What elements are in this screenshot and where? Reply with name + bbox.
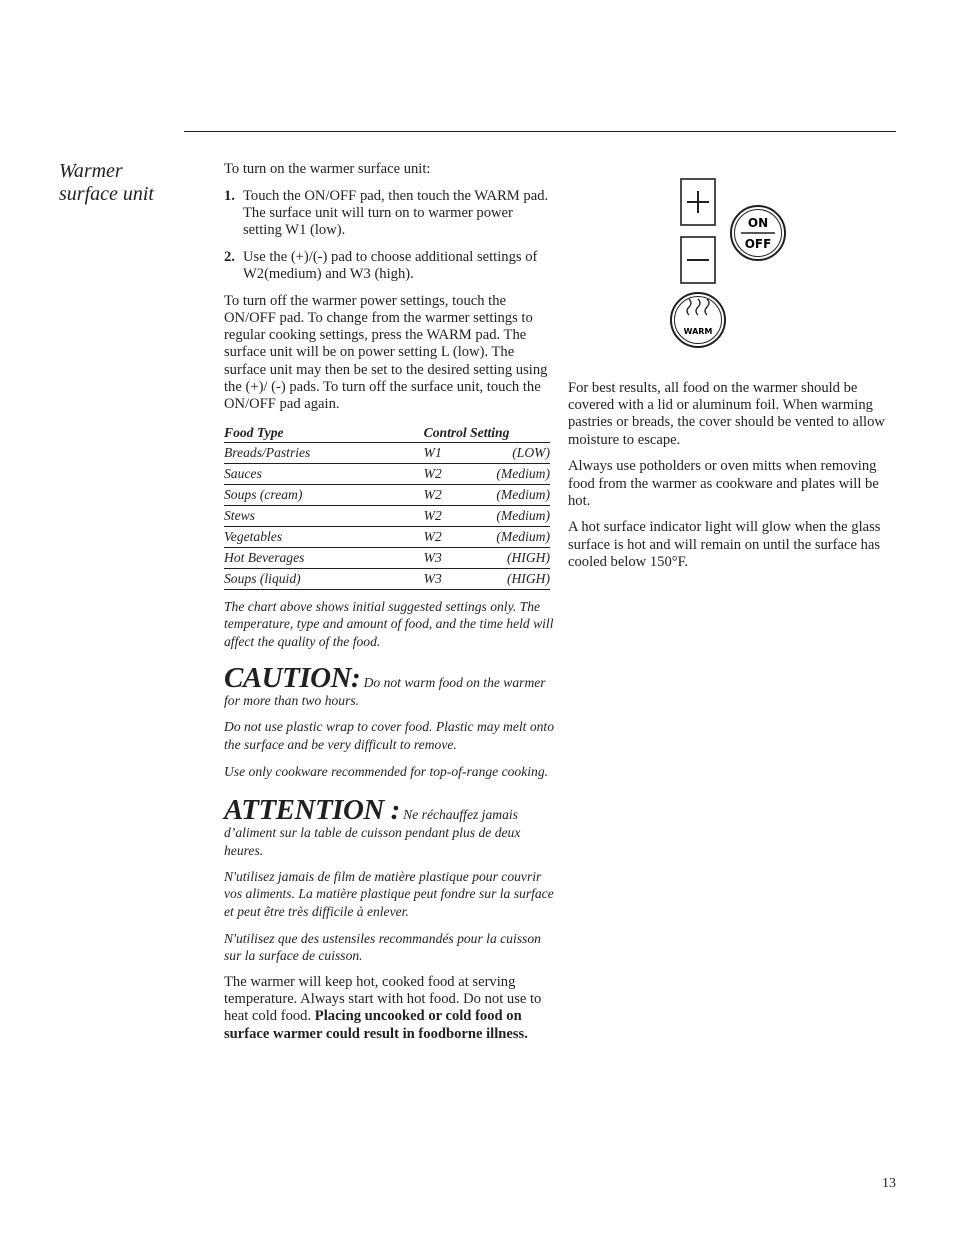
step-item: 2. Use the (+)/(-) pad to choose additional settings of W2(medium) and W3 (high). (224, 248, 538, 283)
plus-icon (681, 179, 715, 225)
keep-hot-text: The warmer will keep hot, cooked food at serving temperature. Always start with hot food. Do not use to heat cold food. Placing uncooked or cold food on surface warmer could result in foodborne illness. (224, 974, 542, 1042)
food-type-cell: Vegetables (224, 526, 424, 547)
setting-level-cell: (LOW) (464, 442, 550, 463)
table-row (224, 442, 550, 463)
food-type-cell: Breads/Pastries (224, 442, 424, 463)
page-number: 13 (882, 1176, 896, 1191)
table-row (224, 547, 550, 568)
setting-code-cell: W3 (424, 547, 464, 568)
food-type-cell: Sauces (224, 463, 424, 484)
setting-code-cell: W2 (424, 505, 464, 526)
section-title: Warmer surface unit (59, 160, 154, 205)
setting-code-cell: W2 (424, 463, 464, 484)
setting-level-cell: (Medium) (464, 526, 550, 547)
minus-icon (681, 237, 715, 283)
setting-code-cell: W1 (424, 442, 464, 463)
svg-text:WARM: WARM (683, 327, 713, 336)
turn-off-text: To turn off the warmer power settings, touch the ON/OFF pad. To change from the warmer settings to regular cooking settings, press the WARM pad. The surface unit will be on power setting L (low). The surface unit may then be set to the desired setting using the (+)/ (-) pads. To turn off the surface unit, touch the ON/OFF pad again. (224, 292, 548, 412)
caution-block: CAUTION: Do not warm food on the warmer for more than two hours. Do not use plastic wrap to cover food. Plastic may melt onto the surface and be very difficult to remove. Use only cookware recommended for top-of-range cooking. (224, 662, 554, 779)
chart-note: The chart above shows initial suggested settings only. The temperature, type and amount of food, and the time held will affect the quality of the food. (224, 598, 554, 649)
food-settings-table (224, 423, 550, 590)
on-off-icon (731, 206, 785, 260)
header-rule (184, 131, 896, 132)
step-item: 1. Touch the ON/OFF pad, then touch the WARM pad. The surface unit will turn on to warmer power setting W1 (low). (224, 187, 549, 239)
setting-level-cell: (Medium) (464, 463, 550, 484)
table-row (224, 526, 550, 547)
warm-icon (671, 293, 725, 347)
attention-label: ATTENTION : (224, 794, 400, 827)
steps-list (224, 188, 554, 284)
setting-level-cell: (HIGH) (464, 547, 550, 568)
main-column (224, 161, 554, 1052)
right-para: For best results, all food on the warmer should be covered with a lid or aluminum foil. When warming pastries or breads, the cover should be vented to allow moisture to escape. (568, 380, 885, 448)
setting-level-cell: (HIGH) (464, 568, 550, 589)
svg-text:ON: ON (747, 216, 769, 230)
right-column (568, 380, 898, 581)
food-type-cell: Soups (liquid) (224, 568, 424, 589)
setting-code-cell: W2 (424, 484, 464, 505)
setting-code-cell: W2 (424, 526, 464, 547)
table-row (224, 484, 550, 505)
table-row (224, 568, 550, 589)
setting-code-cell: W3 (424, 568, 464, 589)
table-row (224, 505, 550, 526)
intro-text: To turn on the warmer surface unit: (224, 161, 431, 177)
svg-text:OFF: OFF (744, 237, 772, 251)
setting-level-cell: (Medium) (464, 484, 550, 505)
caution-label: CAUTION: (224, 662, 361, 695)
control-pad-diagram (665, 175, 795, 355)
table-row (224, 463, 550, 484)
food-type-cell: Hot Beverages (224, 547, 424, 568)
table-header-row: Food Type Control Setting (224, 423, 550, 443)
food-type-cell: Soups (cream) (224, 484, 424, 505)
right-para: A hot surface indicator light will glow when the glass surface is hot and will remain on until the surface has cooled below 150°F. (568, 519, 881, 570)
attention-block: ATTENTION : Ne réchauffez jamais d’aliment sur la table de cuisson pendant plus de deux heures. N'utilisez jamais de film de matière plastique pour couvrir vos aliments. La matière plastique peut fondre sur la surface et peut être très difficile à enlever. N'utilisez que des ustensiles recommandés pour la cuisson sur la surface de cuisson. (224, 794, 554, 964)
right-para: Always use potholders or oven mitts when removing food from the warmer as cookware and plates will be hot. (568, 458, 879, 509)
setting-level-cell: (Medium) (464, 505, 550, 526)
food-type-cell: Stews (224, 505, 424, 526)
